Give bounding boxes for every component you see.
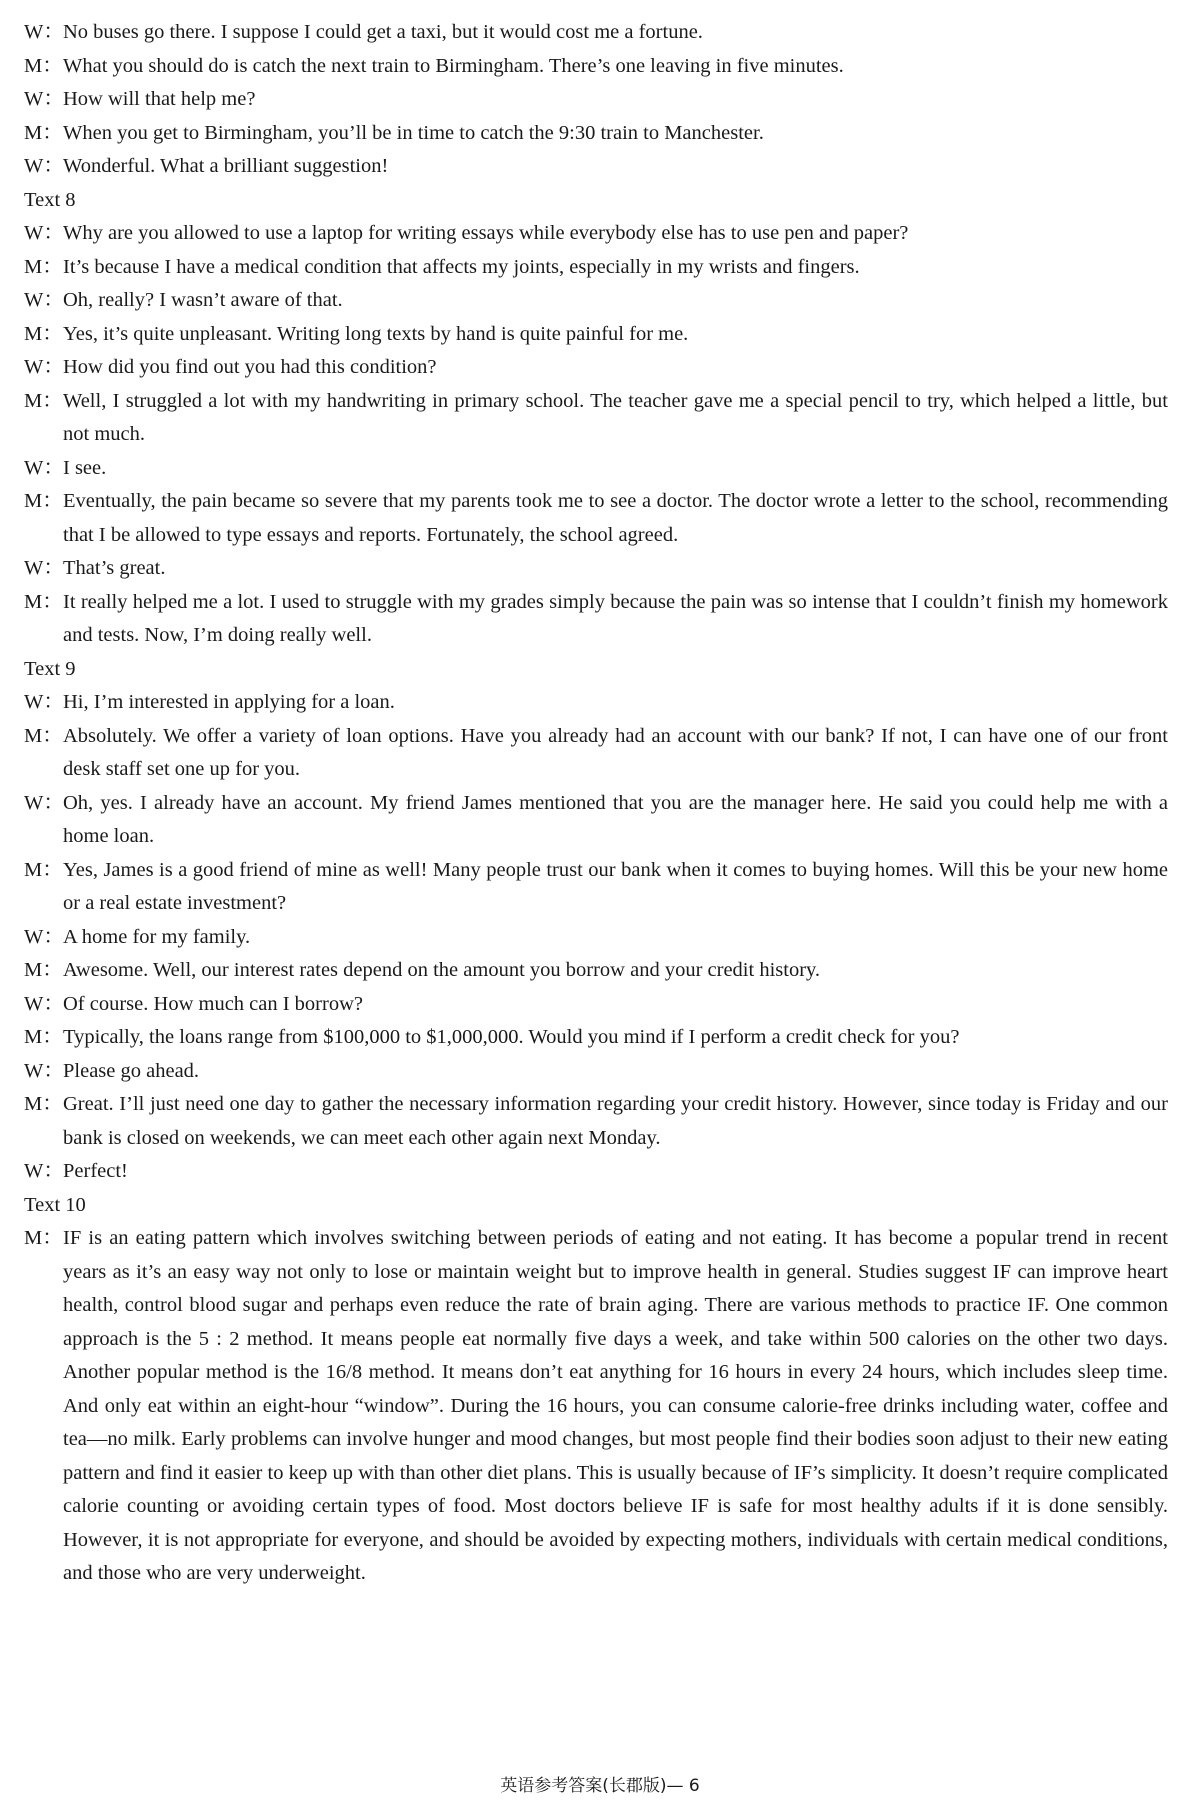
dialogue-line: [24, 1088, 1168, 1155]
speaker-label: W：: [24, 1059, 64, 1082]
dialogue-text: Yes, it’s quite unpleasant. Writing long texts by hand is quite painful for me.: [63, 322, 689, 345]
dialogue-line: [24, 351, 1168, 385]
speaker-label: M：: [24, 322, 63, 345]
section-heading-text-8: Text 8: [24, 188, 76, 211]
dialogue-text: Eventually, the pain became so severe that my parents took me to see a doctor. The doctor wrote a letter to the school, recommending that I be allowed to type essays and reports. Fortunately, the school agreed.: [63, 490, 1168, 546]
dialogue-text: When you get to Birmingham, you’ll be in time to catch the 9:30 train to Manchester.: [63, 121, 764, 144]
speaker-label: W：: [24, 21, 64, 43]
section-heading-text-10: Text 10: [24, 1193, 86, 1216]
dialogue-line: [24, 217, 1168, 251]
page-footer: 英语参考答案(长郡版)— 6: [500, 1776, 700, 1796]
dialogue-line: [24, 552, 1168, 586]
dialogue-line: [24, 1021, 1168, 1055]
dialogue-line: [24, 117, 1168, 151]
speaker-label: M：: [24, 590, 63, 613]
dialogue-text: Please go ahead.: [63, 1059, 200, 1082]
speaker-label: W：: [24, 791, 64, 814]
speaker-label: W：: [24, 691, 64, 713]
dialogue-text: Wonderful. What a brilliant suggestion!: [63, 155, 389, 177]
section-heading-text-9: Text 9: [24, 657, 76, 680]
dialogue-text: Awesome. Well, our interest rates depend on the amount you borrow and your credit history.: [63, 959, 821, 981]
speaker-label: M：: [24, 121, 63, 144]
speaker-label: W：: [24, 1160, 64, 1182]
dialogue-line: [24, 988, 1168, 1022]
speaker-label: W：: [24, 925, 64, 948]
speaker-label: W：: [24, 88, 64, 110]
speaker-label: W：: [24, 557, 64, 579]
dialogue-text: It’s because I have a medical condition that affects my joints, especially in my wrists and fingers.: [63, 255, 860, 278]
dialogue-line: [24, 921, 1168, 955]
speaker-label: M：: [24, 54, 63, 77]
dialogue-line: [24, 284, 1168, 318]
dialogue-line: [24, 720, 1168, 787]
dialogue-line: [24, 83, 1168, 117]
dialogue-text: It really helped me a lot. I used to struggle with my grades simply because the pain was so intense that I couldn’t finish my homework and tests. Now, I’m doing really well.: [63, 590, 1168, 646]
dialogue-text: Hi, I’m interested in applying for a loan.: [63, 691, 395, 713]
speaker-label: M：: [24, 1227, 63, 1249]
dialogue-line: [24, 1155, 1168, 1189]
dialogue-text: Oh, yes. I already have an account. My friend James mentioned that you are the manager here. He said you could help me with a home loan.: [63, 791, 1168, 847]
dialogue-text: A home for my family.: [63, 925, 251, 948]
dialogue-text: Typically, the loans range from $100,000 to $1,000,000. Would you mind if I perform a credit check for you?: [63, 1026, 960, 1048]
dialogue-text: Yes, James is a good friend of mine as well! Many people trust our bank when it comes to buying homes. Will this be your new home or a real estate investment?: [63, 858, 1168, 914]
dialogue-text: Perfect!: [63, 1160, 128, 1182]
dialogue-line: [24, 854, 1168, 921]
dialogue-text: Absolutely. We offer a variety of loan options. Have you already had an account with our bank? If not, I can have one of our front desk staff set one up for you.: [63, 724, 1168, 780]
dialogue-text: How did you find out you had this condition?: [63, 356, 437, 378]
speaker-label: W：: [24, 289, 64, 311]
monologue-text: IF is an eating pattern which involves switching between periods of eating and not eating. It has become a popular trend in recent years as it’s an easy way not only to lose or maintain weight but to improve health in general. Studies suggest IF can improve heart health, control blood sugar and perhaps even reduce the rate of brain aging. There are various methods to practice IF. One common approach is the 5 : 2 method. It means people eat normally five days a week, and take within 500 calories on the other two days. Another popular method is the 16/8 method. It means don’t eat anything for 16 hours in every 24 hours, which includes sleep time. And only eat within an eight-hour “window”. During the 16 hours, you can consume calorie-free drinks including water, coffee and tea—no milk. Early problems can involve hunger and mood changes, but most people find their bodies soon adjust to their new eating pattern and find it easier to keep up with than other diet plans. This is usually because of IF’s simplicity. It doesn’t require complicated calorie counting or avoiding certain types of food. Most doctors believe IF is safe for most healthy adults if it is done sensibly. However, it is not appropriate for everyone, and should be avoided by expecting mothers, individuals with certain medical conditions, and those who are very underweight.: [63, 1227, 1168, 1584]
dialogue-line: [24, 318, 1168, 352]
monologue-paragraph: [24, 1222, 1168, 1591]
dialogue-line: [24, 16, 1168, 50]
dialogue-text: I see.: [63, 456, 107, 479]
dialogue-line: [24, 251, 1168, 285]
dialogue-text: How will that help me?: [63, 88, 256, 110]
speaker-label: M：: [24, 255, 63, 278]
dialogue-text: Of course. How much can I borrow?: [63, 992, 363, 1015]
document-body: [24, 16, 1168, 1591]
speaker-label: M：: [24, 959, 63, 981]
dialogue-text: What you should do is catch the next train to Birmingham. There’s one leaving in five minutes.: [63, 54, 844, 77]
dialogue-line: [24, 586, 1168, 653]
speaker-label: W：: [24, 356, 64, 378]
dialogue-text: Oh, really? I wasn’t aware of that.: [63, 289, 343, 311]
dialogue-text: Great. I’ll just need one day to gather the necessary information regarding your credit history. However, since today is Friday and our bank is closed on weekends, we can meet each other again next Monday.: [63, 1093, 1168, 1149]
dialogue-text: That’s great.: [63, 557, 166, 579]
speaker-label: W：: [24, 222, 64, 244]
dialogue-line: [24, 954, 1168, 988]
speaker-label: W：: [24, 992, 64, 1015]
dialogue-line: [24, 686, 1168, 720]
dialogue-line: [24, 787, 1168, 854]
speaker-label: M：: [24, 389, 63, 412]
speaker-label: M：: [24, 724, 63, 747]
dialogue-line: [24, 150, 1168, 184]
dialogue-line: [24, 50, 1168, 84]
dialogue-line: [24, 385, 1168, 452]
dialogue-text: No buses go there. I suppose I could get a taxi, but it would cost me a fortune.: [63, 21, 703, 43]
speaker-label: M：: [24, 490, 63, 512]
speaker-label: M：: [24, 1093, 63, 1115]
dialogue-text: Well, I struggled a lot with my handwriting in primary school. The teacher gave me a special pencil to try, which helped a little, but not much.: [63, 389, 1168, 445]
dialogue-text: Why are you allowed to use a laptop for writing essays while everybody else has to use pen and paper?: [63, 222, 909, 244]
dialogue-line: [24, 485, 1168, 552]
dialogue-line: [24, 452, 1168, 486]
speaker-label: W：: [24, 155, 64, 177]
dialogue-line: [24, 1055, 1168, 1089]
speaker-label: M：: [24, 858, 63, 881]
speaker-label: W：: [24, 456, 64, 479]
speaker-label: M：: [24, 1026, 63, 1048]
